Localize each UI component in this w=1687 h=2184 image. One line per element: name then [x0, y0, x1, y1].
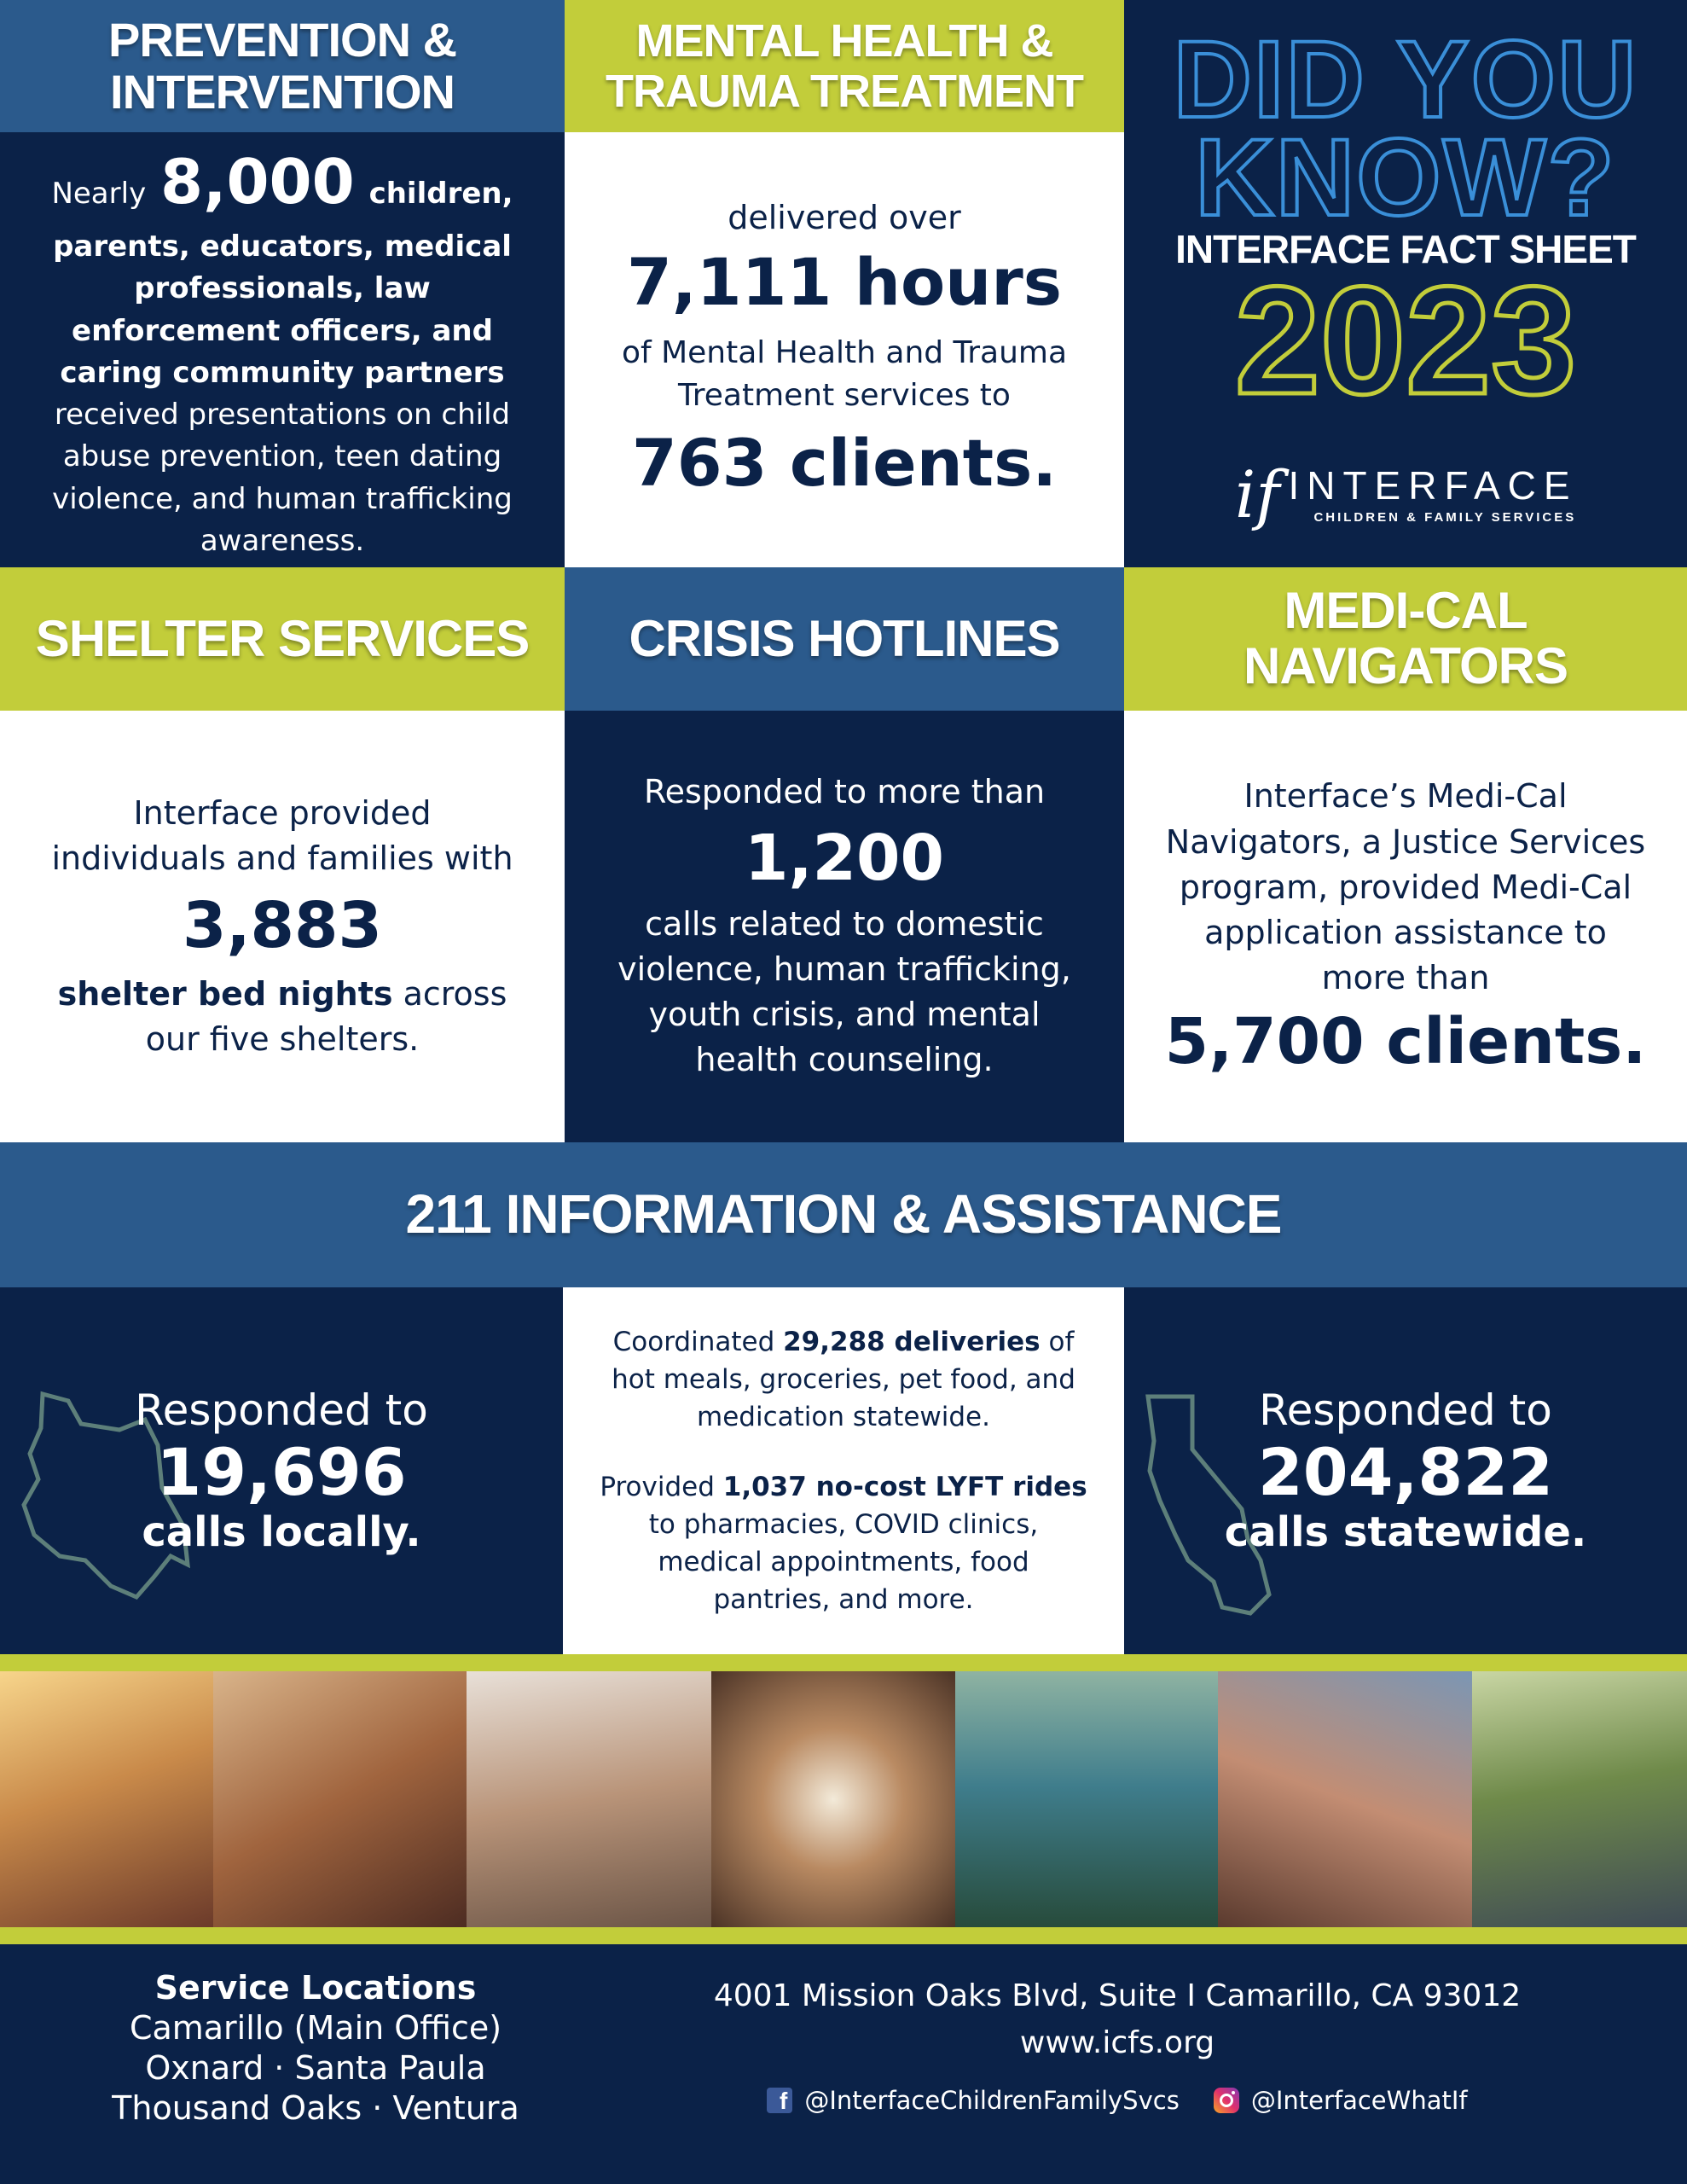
- mental-health-middle: of Mental Health and Trauma Treatment services to: [621, 334, 1068, 413]
- instagram-icon: [1214, 2088, 1239, 2113]
- rides-bold: 1,037 no-cost LYFT rides: [722, 1471, 1087, 1502]
- mental-health-body: [565, 132, 1124, 567]
- fact-sheet-subtitle: INTERFACE FACT SHEET: [1175, 227, 1636, 271]
- mental-health-hours: 7,111 hours: [627, 244, 1062, 321]
- fact-sheet-year: 2023: [1234, 255, 1577, 427]
- did-you-know-panel: [1124, 0, 1687, 567]
- facebook-link[interactable]: [767, 2086, 1179, 2115]
- instagram-link[interactable]: [1214, 2086, 1468, 2115]
- crisis-lead: Responded to more than: [643, 773, 1046, 811]
- photo-family-on-floor: [213, 1671, 467, 1927]
- photo-strip: [0, 1671, 1687, 1927]
- deliveries-text: [597, 1323, 1090, 1436]
- contact-info: [614, 1978, 1620, 2115]
- info211-local-text: [0, 1287, 563, 1654]
- photo-strip-top-border: [0, 1654, 1687, 1671]
- statewide-rest: calls statewide.: [1224, 1508, 1587, 1557]
- medical-number: 5,700 clients.: [1164, 1005, 1647, 1079]
- shelter-text: [43, 972, 522, 1062]
- medical-title: MEDI-CAL NAVIGATORS: [1243, 582, 1568, 694]
- crisis-header: [565, 567, 1124, 711]
- deliveries-bold: 29,288 deliveries: [783, 1326, 1041, 1357]
- photo-kids-on-swing: [0, 1671, 213, 1927]
- medical-lead: Interface’s Medi-Cal Navigators, a Justice Services program, provided Medi-Cal application assistance to more than: [1165, 777, 1646, 997]
- local-number: 19,696: [156, 1433, 407, 1510]
- medical-body: [1124, 711, 1687, 1142]
- prevention-title: PREVENTION & INTERVENTION: [107, 13, 457, 119]
- rides-post: to pharmacies, COVID clinics, medical appointments, food pantries, and more.: [648, 1509, 1039, 1616]
- crisis-title: CRISIS HOTLINES: [629, 609, 1060, 667]
- photo-family-on-couch: [467, 1671, 711, 1927]
- shelter-bold-text: shelter bed nights: [57, 974, 393, 1013]
- instagram-handle: @InterfaceWhatIf: [1250, 2086, 1468, 2115]
- facebook-icon: f: [767, 2088, 792, 2113]
- prevention-header: [0, 0, 565, 132]
- prevention-number: 8,000: [160, 145, 355, 218]
- location-1: Camarillo (Main Office): [129, 2009, 502, 2048]
- info211-statewide: [1124, 1287, 1687, 1654]
- shelter-body: [0, 711, 565, 1142]
- shelter-rest: across our five shelters.: [145, 974, 507, 1058]
- photo-couple-embrace: [1472, 1671, 1687, 1927]
- did-you-know-line2: KNOW?: [1195, 117, 1616, 239]
- mental-health-header: [565, 0, 1124, 132]
- mental-health-lead: delivered over: [728, 199, 961, 237]
- crisis-number: 1,200: [744, 821, 945, 895]
- rides-text: [597, 1468, 1090, 1618]
- logo-wordmark: [1288, 462, 1578, 525]
- shelter-lead: Interface provided individuals and families with: [51, 794, 513, 878]
- prevention-lead: Nearly: [51, 176, 147, 211]
- deliveries-pre: Coordinated: [612, 1326, 775, 1357]
- statewide-lead: Responded to: [1259, 1385, 1552, 1435]
- prevention-rest: received presentations on child abuse prevention, teen dating violence, and human trafficking awareness.: [52, 398, 513, 559]
- info211-local: [0, 1287, 563, 1654]
- location-2: Oxnard · Santa Paula: [145, 2049, 486, 2088]
- deliveries-post: of hot meals, groceries, pet food, and medication statewide.: [612, 1326, 1075, 1432]
- medical-header: [1124, 567, 1687, 711]
- address: 4001 Mission Oaks Blvd, Suite I Camarillo, CA 93012: [713, 1978, 1522, 2013]
- photo-hands-high-five: [1218, 1671, 1472, 1927]
- local-lead: Responded to: [135, 1385, 428, 1435]
- did-you-know-line1: DID YOU: [1173, 19, 1638, 141]
- photo-friends-circle: [711, 1671, 955, 1927]
- service-locations: [68, 1968, 563, 2129]
- shelter-number: 3,883: [182, 889, 383, 963]
- crisis-rest: calls related to domestic violence, human trafficking, youth crisis, and mental health counseling.: [617, 904, 1071, 1079]
- info211-services: [563, 1287, 1124, 1654]
- social-links: [614, 2086, 1620, 2115]
- statewide-number: 204,822: [1257, 1433, 1554, 1510]
- prevention-text: [34, 137, 530, 563]
- shelter-header: [0, 567, 565, 711]
- info211-title: 211 INFORMATION & ASSISTANCE: [405, 1183, 1282, 1246]
- mental-health-clients: 763 clients.: [631, 425, 1058, 502]
- logo-tagline: CHILDREN & FAMILY SERVICES: [1313, 509, 1577, 525]
- info211-header: [0, 1142, 1687, 1287]
- photo-teens-tennis: [955, 1671, 1218, 1927]
- mental-health-title: MENTAL HEALTH & TRAUMA TREATMENT: [606, 15, 1083, 117]
- crisis-body: [565, 711, 1124, 1142]
- website-link[interactable]: www.icfs.org: [1019, 2025, 1215, 2060]
- photo-strip-bottom-border: [0, 1927, 1687, 1944]
- rides-pre: Provided: [600, 1471, 715, 1502]
- shelter-title: SHELTER SERVICES: [35, 609, 530, 667]
- local-rest: calls locally.: [142, 1508, 421, 1557]
- logo-mark-icon: if: [1235, 456, 1280, 532]
- logo-name: INTERFACE: [1288, 462, 1578, 508]
- prevention-bold-text: children, parents, educators, medical professionals, law enforcement officers, and caring community partners: [53, 176, 513, 390]
- locations-title: Service Locations: [154, 1969, 477, 2007]
- facebook-handle: @InterfaceChildrenFamilySvcs: [804, 2086, 1180, 2115]
- footer: [0, 1944, 1687, 2184]
- info211-statewide-text: [1124, 1287, 1687, 1654]
- interface-logo: [1235, 452, 1593, 537]
- location-3: Thousand Oaks · Ventura: [112, 2089, 519, 2128]
- prevention-body: [0, 132, 565, 567]
